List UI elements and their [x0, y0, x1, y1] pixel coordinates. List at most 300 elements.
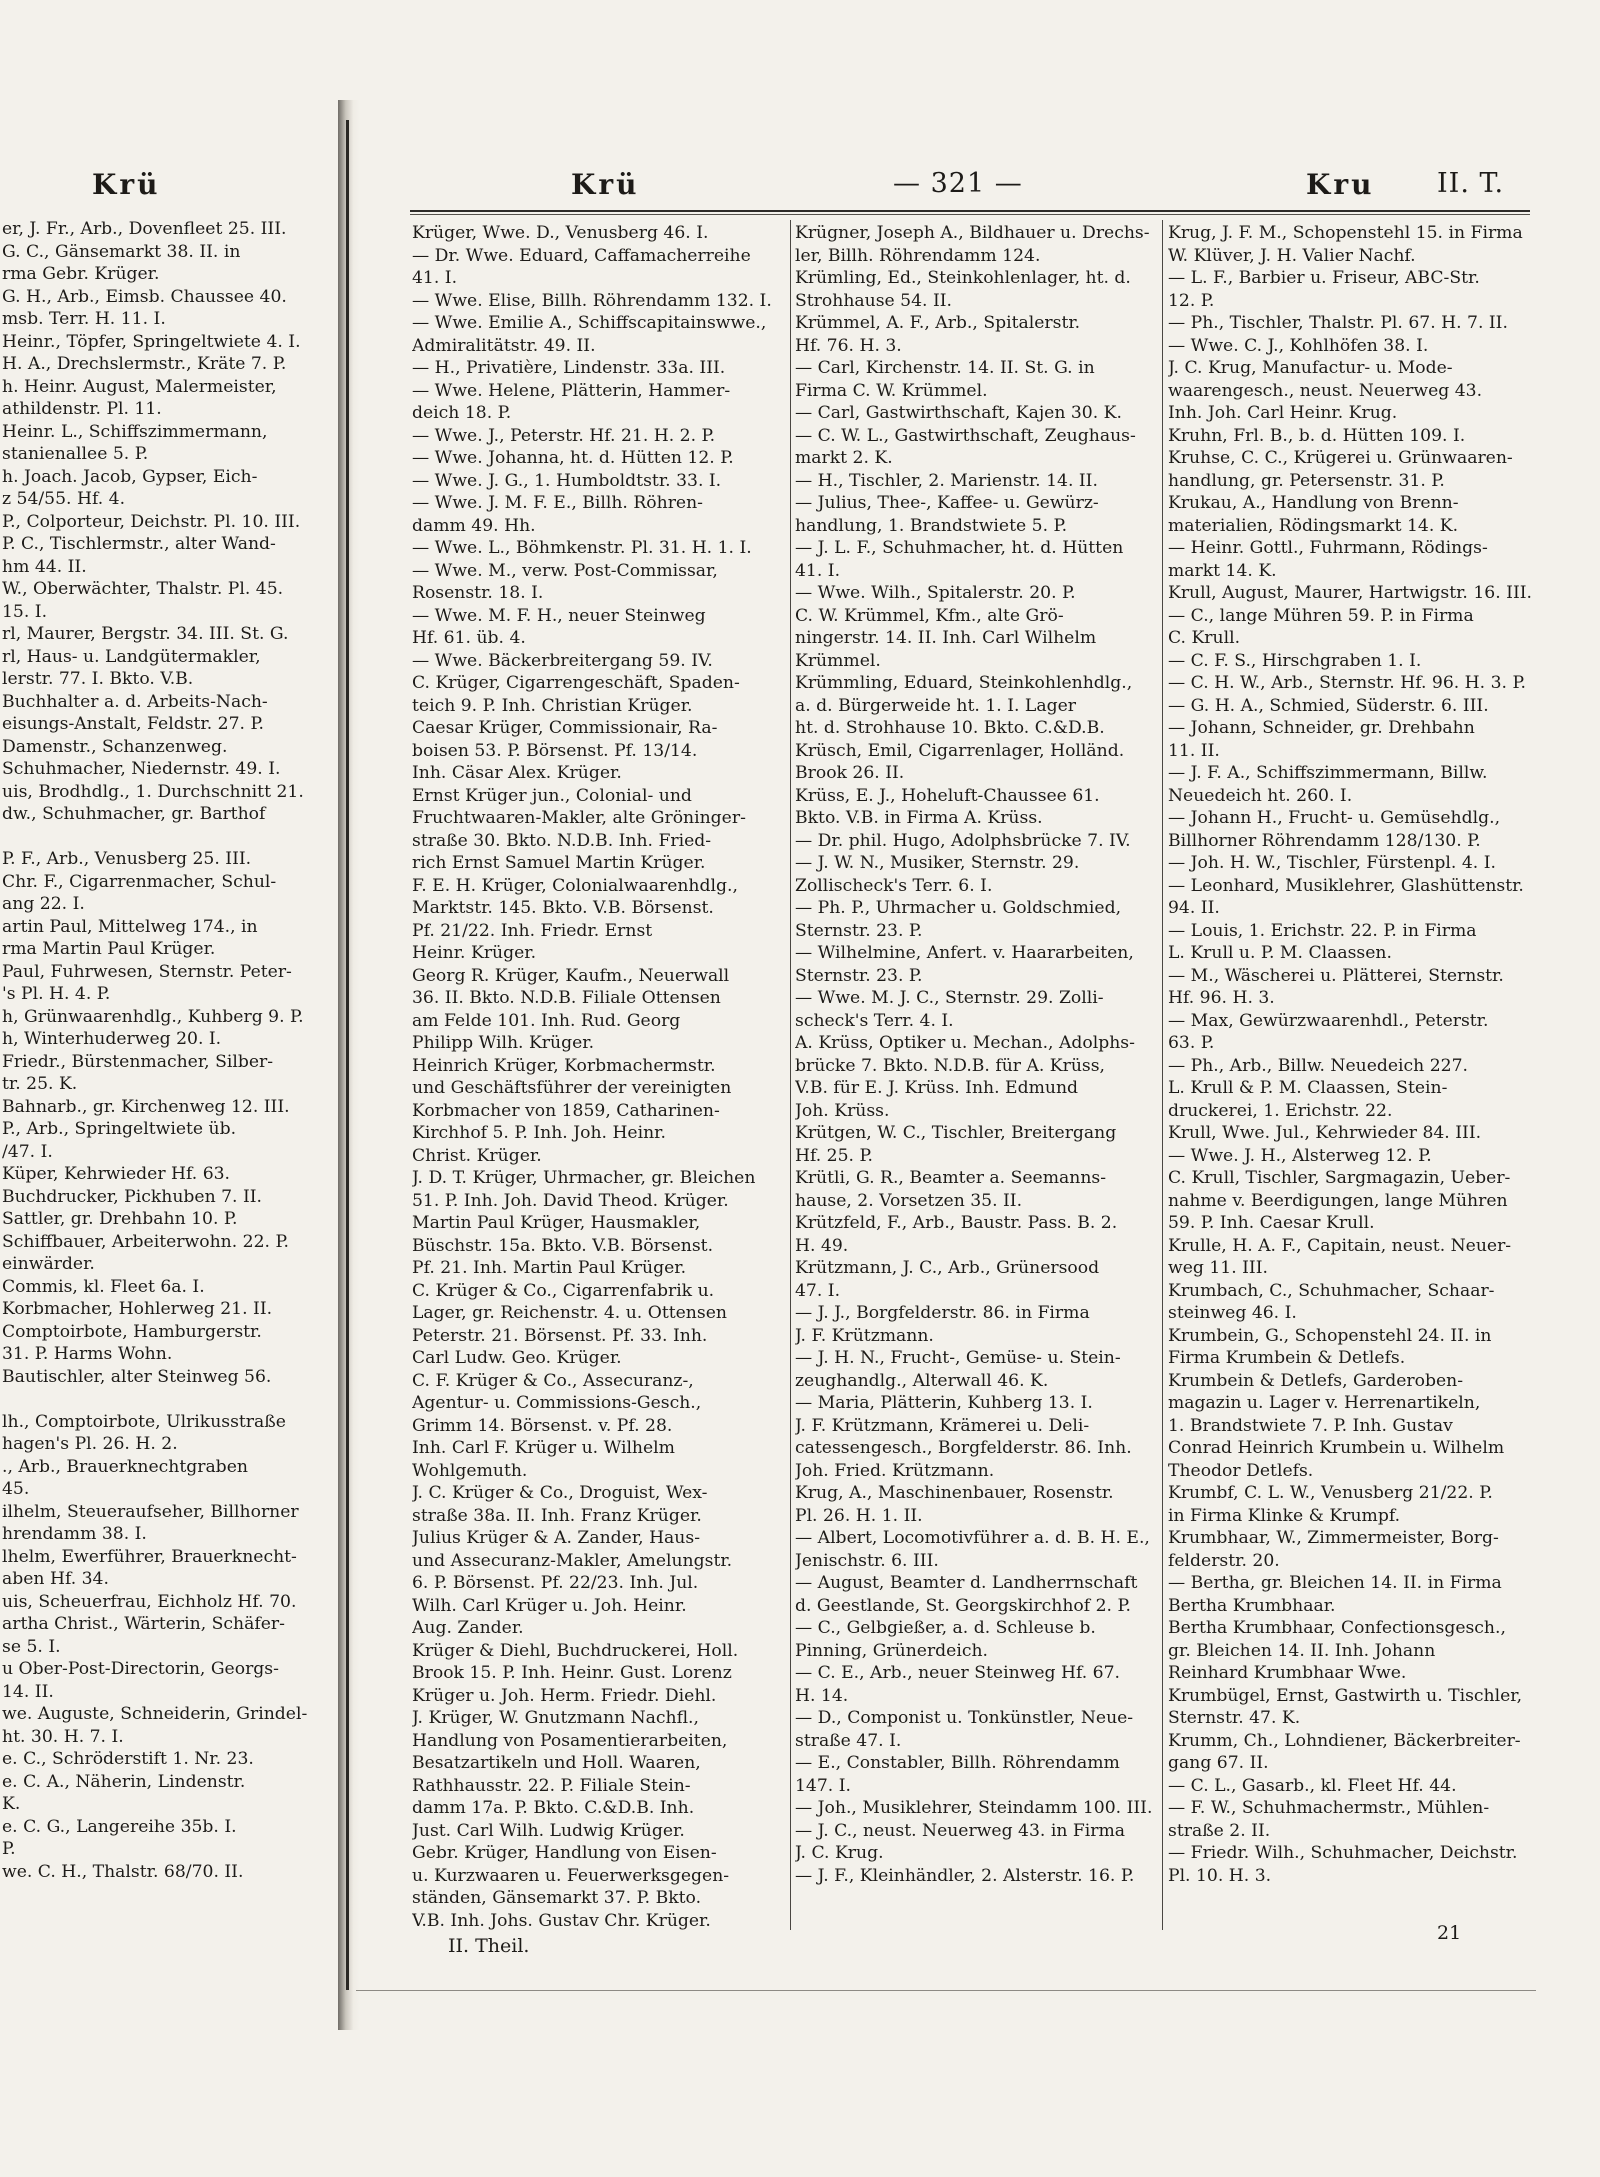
entry-line: Rosenstr. 18. I. — [412, 583, 544, 603]
gutter-edge — [346, 120, 349, 1990]
entry-line: /47. I. — [2, 1141, 53, 1162]
entry-line: Jenischstr. 6. III. — [795, 1550, 939, 1571]
entry-line: rl, Maurer, Bergstr. 34. III. St. G. — [2, 624, 289, 644]
entry-line: Krümmel, A. F., Arb., Spitalerstr. — [795, 313, 1081, 333]
entry-line: msb. Terr. H. 11. I. — [2, 309, 166, 329]
entry-line: Billhorner Röhrendamm 128/130. P. — [1168, 830, 1481, 851]
entry-line: Büschstr. 15a. Bkto. V.B. Börsenst. — [412, 1235, 714, 1256]
entry-line: W. Klüver, J. H. Valier Nachf. — [1168, 245, 1416, 266]
entry-line: — C. E., Arb., neuer Steinweg Hf. 67. — [795, 1663, 1121, 1683]
entry-line: — E., Constabler, Billh. Röhrendamm — [795, 1753, 1120, 1773]
entry-line: C. W. Krümmel, Kfm., alte Grö- — [795, 605, 1064, 626]
entry-line: P., Arb., Springeltwiete üb. — [2, 1119, 237, 1139]
entry-line: Marktstr. 145. Bkto. V.B. Börsenst. — [412, 898, 714, 918]
entry-line: stanienallee 5. P. — [2, 444, 149, 464]
entry-line: zeughandlg., Alterwall 46. K. — [795, 1370, 1049, 1391]
entry-line: uis, Scheuerfrau, Eichholz Hf. 70. — [2, 1591, 297, 1612]
entry-line: markt 2. K. — [795, 448, 893, 468]
entry-line: Peterstr. 21. Börsenst. Pf. 33. Inh. — [412, 1325, 708, 1346]
entry-line: — Wwe. Elise, Billh. Röhrendamm 132. I. — [412, 290, 772, 311]
directory-column-1 — [412, 222, 790, 1932]
entry-line: damm 17a. P. Bkto. C.&D.B. Inh. — [412, 1798, 695, 1818]
entry-line: — Wwe. C. J., Kohlhöfen 38. I. — [1168, 335, 1429, 356]
entry-line: Comptoirbote, Hamburgerstr. — [2, 1321, 262, 1342]
entry-line: markt 14. K. — [1168, 560, 1277, 581]
entry-line: L. Krull u. P. M. Claassen. — [1168, 943, 1392, 963]
entry-line: ht. d. Strohhause 10. Bkto. C.&D.B. — [795, 718, 1105, 738]
left-facing-page — [0, 118, 338, 1983]
entry-line: deich 18. P. — [412, 403, 512, 423]
entry-line: — Dr. phil. Hugo, Adolphsbrücke 7. IV. — [795, 830, 1131, 851]
entry-line: A. Krüss, Optiker u. Mechan., Adolphs- — [795, 1033, 1135, 1053]
entry-line: — Wwe. M., verw. Post-Commissar, — [412, 560, 718, 581]
entry-line: — Louis, 1. Erichstr. 22. P. in Firma — [1168, 920, 1477, 941]
entry-line: Agentur- u. Commissions-Gesch., — [412, 1393, 702, 1413]
entry-line: H. 14. — [795, 1685, 849, 1706]
entry-line: Friedr., Bürstenmacher, Silber- — [2, 1051, 274, 1072]
entry-line: — Wwe. Johanna, ht. d. Hütten 12. P. — [412, 448, 734, 468]
entry-line: Theodor Detlefs. — [1168, 1460, 1314, 1481]
entry-line: Buchdrucker, Pickhuben 7. II. — [2, 1186, 263, 1207]
entry-line: Pinning, Grünerdeich. — [795, 1640, 988, 1661]
entry-line: J. F. Krützmann. — [795, 1325, 934, 1346]
entry-line: Krumbein & Detlefs, Garderoben- — [1168, 1370, 1464, 1391]
entry-line: J. F. Krützmann, Krämerei u. Deli- — [795, 1415, 1090, 1436]
entry-line: — C. F. S., Hirschgraben 1. I. — [1168, 650, 1422, 671]
entry-line: und Geschäftsführer der vereinigten — [412, 1078, 732, 1098]
entry-line: hrendamm 38. I. — [2, 1524, 147, 1544]
entry-line: J. D. T. Krüger, Uhrmacher, gr. Bleichen — [412, 1168, 756, 1188]
entry-line: einwärder. — [2, 1254, 95, 1274]
entry-line: lh., Comptoirbote, Ulrikusstraße — [2, 1411, 286, 1432]
left-page-header: Krü — [92, 168, 161, 201]
entry-line: Brook 15. P. Inh. Heinr. Gust. Lorenz — [412, 1663, 732, 1683]
entry-line: Bahnarb., gr. Kirchenweg 12. III. — [2, 1096, 290, 1117]
entry-line: — Joh. H. W., Tischler, Fürstenpl. 4. I. — [1168, 853, 1496, 873]
entry-line: 's Pl. H. 4. P. — [2, 984, 111, 1004]
entry-line: — Wwe. M. F. H., neuer Steinweg — [412, 605, 706, 626]
entry-line: Sternstr. 23. P. — [795, 965, 923, 986]
entry-line: ., Arb., Brauerknechtgraben — [2, 1456, 248, 1477]
entry-line: Kruhse, C. C., Krügerei u. Grünwaaren- — [1168, 448, 1513, 468]
entry-line: — Wwe. Bäckerbreitergang 59. IV. — [412, 650, 713, 671]
entry-line: Bertha Krumbhaar. — [1168, 1595, 1336, 1616]
entry-line: — Carl, Kirchenstr. 14. II. St. G. in — [795, 358, 1095, 378]
entry-line: ang 22. I. — [2, 894, 85, 914]
entry-line: catessengesch., Borgfelderstr. 86. Inh. — [795, 1438, 1132, 1458]
entry-line: Inh. Carl F. Krüger u. Wilhelm — [412, 1438, 675, 1458]
entry-line: Aug. Zander. — [412, 1618, 524, 1638]
entry-line: Joh. Fried. Krützmann. — [795, 1460, 995, 1481]
entry-line: F. E. H. Krüger, Colonialwaarenhdlg., — [412, 875, 738, 896]
entry-line: brücke 7. Bkto. N.D.B. für A. Krüss, — [795, 1055, 1106, 1076]
entry-line: e. C. A., Näherin, Lindenstr. — [2, 1771, 246, 1792]
entry-line: Joh. Krüss. — [795, 1100, 890, 1121]
entry-line: J. C. Krug, Manufactur- u. Mode- — [1168, 358, 1453, 378]
entry-line: Krug, A., Maschinenbauer, Rosenstr. — [795, 1483, 1114, 1503]
entry-line: Hf. 25. P. — [795, 1145, 874, 1166]
entry-line: — Wwe. J., Peterstr. Hf. 21. H. 2. P. — [412, 425, 716, 446]
entry-line: Besatzartikeln und Holl. Waaren, — [412, 1753, 701, 1773]
entry-line: handlung, 1. Brandstwiete 5. P. — [795, 515, 1068, 536]
entry-line: eisungs-Anstalt, Feldstr. 27. P. — [2, 714, 265, 734]
entry-line: Ernst Krüger jun., Colonial- und — [412, 785, 692, 806]
entry-line: — Ph. P., Uhrmacher u. Goldschmied, — [795, 898, 1122, 918]
entry-line: 147. I. — [795, 1775, 851, 1796]
entry-line: Bertha Krumbhaar, Confectionsgesch., — [1168, 1618, 1506, 1638]
entry-line: gang 67. II. — [1168, 1753, 1269, 1773]
entry-line: 63. P. — [1168, 1033, 1215, 1053]
entry-line: — Joh., Musiklehrer, Steindamm 100. III. — [795, 1798, 1153, 1818]
running-head-left: Krü — [571, 168, 640, 201]
entry-line: 11. II. — [1168, 740, 1220, 761]
entry-line: — J. C., neust. Neuerweg 43. in Firma — [795, 1820, 1126, 1841]
entry-line: Strohhause 54. II. — [795, 290, 952, 311]
entry-line: — J. J., Borgfelderstr. 86. in Firma — [795, 1303, 1090, 1323]
entry-line: Krumbein, G., Schopenstehl 24. II. in — [1168, 1325, 1492, 1346]
entry-line: — Julius, Thee-, Kaffee- u. Gewürz- — [795, 493, 1099, 513]
entry-line: — Heinr. Gottl., Fuhrmann, Rödings- — [1168, 538, 1488, 558]
entry-line: — Wwe. J. M. F. E., Billh. Röhren- — [412, 493, 703, 513]
entry-line: 47. I. — [795, 1280, 841, 1301]
entry-line: Caesar Krüger, Commissionair, Ra- — [412, 718, 718, 738]
entry-line: — C. W. L., Gastwirthschaft, Zeughaus- — [795, 425, 1136, 446]
column-divider-2 — [1162, 220, 1163, 1930]
entry-line: V.B. Inh. Johs. Gustav Chr. Krüger. — [412, 1910, 711, 1931]
entry-line: rich Ernst Samuel Martin Krüger. — [412, 853, 706, 873]
entry-line: artha Christ., Wärterin, Schäfer- — [2, 1614, 285, 1634]
entry-line: — Albert, Locomotivführer a. d. B. H. E., — [795, 1528, 1150, 1548]
entry-line: Heinr. L., Schiffszimmermann, — [2, 421, 268, 442]
entry-line: Krützfeld, F., Arb., Baustr. Pass. B. 2. — [795, 1213, 1118, 1233]
entry-line: Martin Paul Krüger, Hausmakler, — [412, 1213, 701, 1233]
entry-line: J. C. Krug. — [795, 1843, 884, 1863]
entry-line: Wilh. Carl Krüger u. Joh. Heinr. — [412, 1595, 687, 1616]
entry-line: 15. I. — [2, 601, 48, 622]
entry-line: — M., Wäscherei u. Plätterei, Sternstr. — [1168, 965, 1504, 986]
entry-line: W., Oberwächter, Thalstr. Pl. 45. — [2, 579, 284, 599]
entry-line: Bkto. V.B. in Firma A. Krüss. — [795, 808, 1043, 828]
entry-line: — Wwe. M. J. C., Sternstr. 29. Zolli- — [795, 988, 1104, 1008]
directory-column-3 — [1168, 222, 1540, 1887]
entry-line: Krüger u. Joh. Herm. Friedr. Diehl. — [412, 1685, 717, 1706]
entry-line: straße 30. Bkto. N.D.B. Inh. Fried- — [412, 830, 712, 851]
entry-line: Damenstr., Schanzenweg. — [2, 736, 228, 757]
entry-line: Julius Krüger & A. Zander, Haus- — [412, 1528, 701, 1548]
entry-line: Chr. F., Cigarrenmacher, Schul- — [2, 871, 277, 892]
entry-line: 1. Brandstwiete 7. P. Inh. Gustav — [1168, 1415, 1453, 1436]
entry-line: h, Grünwaarenhdlg., Kuhberg 9. P. — [2, 1006, 304, 1027]
entry-line: ningerstr. 14. II. Inh. Carl Wilhelm — [795, 628, 1097, 648]
entry-line: 94. II. — [1168, 898, 1220, 918]
entry-line: Neuedeich ht. 260. I. — [1168, 785, 1353, 806]
entry-line: C. Krull, Tischler, Sargmagazin, Ueber- — [1168, 1168, 1511, 1188]
entry-line: d. Geestlande, St. Georgskirchhof 2. P. — [795, 1595, 1132, 1616]
entry-line: — Wwe. Emilie A., Schiffscapitainswwe., — [412, 313, 767, 333]
entry-line: Krumbügel, Ernst, Gastwirth u. Tischler, — [1168, 1685, 1523, 1706]
entry-line: P. C., Tischlermstr., alter Wand- — [2, 534, 276, 554]
entry-line: ler, Billh. Röhrendamm 124. — [795, 245, 1041, 266]
entry-line: — Ph., Arb., Billw. Neuedeich 227. — [1168, 1055, 1468, 1076]
part-marker: II. T. — [1437, 168, 1505, 199]
entry-line: teich 9. P. Inh. Christian Krüger. — [412, 695, 693, 716]
entry-line: P. F., Arb., Venusberg 25. III. — [2, 849, 252, 869]
entry-line: lhelm, Ewerführer, Brauerknecht- — [2, 1546, 297, 1567]
entry-line: Georg R. Krüger, Kaufm., Neuerwall — [412, 965, 730, 986]
entry-line: Küper, Kehrwieder Hf. 63. — [2, 1164, 231, 1184]
entry-line: dw., Schuhmacher, gr. Barthof — [2, 804, 266, 824]
entry-line: rl, Haus- u. Landgütermakler, — [2, 646, 261, 667]
entry-line: handlung, gr. Petersenstr. 31. P. — [1168, 470, 1445, 491]
entry-line: Heinr., Töpfer, Springeltwiete 4. I. — [2, 331, 301, 352]
entry-line: Kruhn, Frl. B., b. d. Hütten 109. I. — [1168, 425, 1466, 446]
entry-line: magazin u. Lager v. Herrenartikeln, — [1168, 1393, 1481, 1413]
entry-line: — C. L., Gasarb., kl. Fleet Hf. 44. — [1168, 1775, 1457, 1796]
entry-line: z 54/55. Hf. 4. — [2, 489, 126, 509]
entry-line: ilhelm, Steueraufseher, Billhorner — [2, 1501, 299, 1522]
entry-line: Gebr. Krüger, Handlung von Eisen- — [412, 1843, 717, 1863]
entry-line: — Johann H., Frucht- u. Gemüsehdlg., — [1168, 808, 1501, 828]
entry-line: u Ober-Post-Directorin, Georgs- — [2, 1659, 279, 1679]
entry-line: Lager, gr. Reichenstr. 4. u. Ottensen — [412, 1303, 727, 1323]
entry-line: Krukau, A., Handlung von Brenn- — [1168, 493, 1459, 513]
entry-line: Commis, kl. Fleet 6a. I. — [2, 1276, 205, 1297]
entry-line: Krümmling, Eduard, Steinkohlenhdlg., — [795, 673, 1133, 693]
entry-line: — J. F., Kleinhändler, 2. Alsterstr. 16. P. — [795, 1865, 1135, 1886]
entry-line: H. 49. — [795, 1235, 849, 1256]
entry-line: — Dr. Wwe. Eduard, Caffamacherreihe — [412, 245, 751, 266]
entry-line: Krulle, H. A. F., Capitain, neust. Neuer- — [1168, 1235, 1512, 1256]
page-number: — 321 — — [893, 168, 1023, 199]
entry-line: Krütli, G. R., Beamter a. Seemanns- — [795, 1168, 1107, 1188]
footer-part: II. Theil. — [448, 1935, 530, 1957]
entry-line — [2, 826, 336, 849]
entry-line: Schuhmacher, Niedernstr. 49. I. — [2, 759, 281, 779]
entry-line: Pl. 10. H. 3. — [1168, 1865, 1272, 1886]
entry-line: Krümmel. — [795, 650, 881, 671]
entry-line: uis, Brodhdlg., 1. Durchschnitt 21. — [2, 781, 304, 802]
entry-line: Zollischeck's Terr. 6. I. — [795, 875, 993, 896]
entry-line: Heinrich Krüger, Korbmachermstr. — [412, 1055, 716, 1076]
entry-line: — L. F., Barbier u. Friseur, ABC-Str. — [1168, 268, 1480, 288]
entry-line: — J. H. N., Frucht-, Gemüse- u. Stein- — [795, 1348, 1121, 1368]
entry-line: Handlung von Posamentierarbeiten, — [412, 1730, 728, 1751]
entry-line: Krützmann, J. C., Arb., Grünersood — [795, 1258, 1100, 1278]
entry-line: Hf. 96. H. 3. — [1168, 988, 1275, 1008]
entry-line: Pl. 26. H. 1. II. — [795, 1505, 923, 1526]
entry-line: Krütgen, W. C., Tischler, Breitergang — [795, 1123, 1117, 1143]
entry-line: boisen 53. P. Börsenst. Pf. 13/14. — [412, 740, 698, 761]
entry-line: — Johann, Schneider, gr. Drehbahn — [1168, 718, 1475, 738]
entry-line: H. A., Drechslermstr., Kräte 7. P. — [2, 354, 287, 374]
entry-line: — C., Gelbgießer, a. d. Schleuse b. — [795, 1618, 1096, 1638]
entry-line: Krumbach, C., Schuhmacher, Schaar- — [1168, 1280, 1495, 1301]
entry-line: Carl Ludw. Geo. Krüger. — [412, 1348, 622, 1368]
printer-signature: 21 — [1437, 1922, 1462, 1944]
entry-line: Just. Carl Wilh. Ludwig Krüger. — [412, 1820, 685, 1841]
entry-line: hagen's Pl. 26. H. 2. — [2, 1434, 178, 1454]
entry-line: u. Kurzwaaren u. Feuerwerksgegen- — [412, 1865, 730, 1886]
entry-line: nahme v. Beerdigungen, lange Mühren — [1168, 1190, 1508, 1211]
entry-line: Reinhard Krumbhaar Wwe. — [1168, 1663, 1407, 1683]
entry-line: — Friedr. Wilh., Schuhmacher, Deichstr. — [1168, 1843, 1518, 1863]
header-rule-thin — [410, 214, 1530, 215]
entry-line: — H., Privatière, Lindenstr. 33a. III. — [412, 358, 726, 378]
entry-line: Korbmacher, Hohlerweg 21. II. — [2, 1299, 273, 1319]
entry-line: aben Hf. 34. — [2, 1569, 109, 1589]
entry-line: Krüger & Diehl, Buchdruckerei, Holl. — [412, 1640, 739, 1661]
entry-line: — J. F. A., Schiffszimmermann, Billw. — [1168, 763, 1488, 783]
entry-line: C. F. Krüger & Co., Assecuranz-, — [412, 1370, 694, 1391]
entry-line: 6. P. Börsenst. Pf. 22/23. Inh. Jul. — [412, 1573, 699, 1593]
entry-line: Krüsch, Emil, Cigarrenlager, Holländ. — [795, 740, 1125, 761]
entry-line: — F. W., Schuhmachermstr., Mühlen- — [1168, 1798, 1490, 1818]
entry-line: — Maria, Plätterin, Kuhberg 13. I. — [795, 1393, 1093, 1413]
entry-line: 59. P. Inh. Caesar Krull. — [1168, 1213, 1375, 1233]
entry-line: Krull, August, Maurer, Hartwigstr. 16. III. — [1168, 583, 1532, 603]
entry-line: h, Winterhuderweg 20. I. — [2, 1029, 222, 1049]
entry-line: straße 47. I. — [795, 1730, 902, 1751]
entry-line — [2, 1388, 336, 1411]
entry-line: felderstr. 20. — [1168, 1550, 1280, 1571]
entry-line: rma Martin Paul Krüger. — [2, 939, 216, 959]
entry-line: Krügner, Joseph A., Bildhauer u. Drechs- — [795, 223, 1150, 243]
entry-line: Inh. Cäsar Alex. Krüger. — [412, 763, 622, 783]
entry-line: V.B. für E. J. Krüss. Inh. Edmund — [795, 1078, 1079, 1098]
entry-line: Hf. 61. üb. 4. — [412, 628, 526, 648]
entry-line: — Wwe. J. G., 1. Humboldtstr. 33. I. — [412, 470, 722, 491]
entry-line: h. Joach. Jacob, Gypser, Eich- — [2, 466, 258, 487]
entry-line: Schiffbauer, Arbeiterwohn. 22. P. — [2, 1231, 289, 1252]
entry-line: — J. L. F., Schuhmacher, ht. d. Hütten — [795, 538, 1124, 558]
page-bottom-edge — [356, 1990, 1536, 1991]
entry-line: — Wwe. L., Böhmkenstr. Pl. 31. H. 1. I. — [412, 538, 752, 558]
entry-line: C. Krüger, Cigarrengeschäft, Spaden- — [412, 673, 740, 693]
entry-line: damm 49. Hh. — [412, 515, 536, 536]
entry-line: G. C., Gänsemarkt 38. II. in — [2, 241, 241, 262]
entry-line: Sternstr. 47. K. — [1168, 1708, 1301, 1728]
column-divider-1 — [790, 220, 791, 1930]
entry-line: Krumm, Ch., Lohndiener, Bäckerbreiter- — [1168, 1730, 1521, 1751]
entry-line: J. Krüger, W. Gnutzmann Nachfl., — [412, 1708, 699, 1728]
entry-line: Sattler, gr. Drehbahn 10. P. — [2, 1209, 238, 1229]
entry-line: — Carl, Gastwirthschaft, Kajen 30. K. — [795, 403, 1122, 423]
entry-line: hm 44. II. — [2, 556, 87, 577]
entry-line: Sternstr. 23. P. — [795, 920, 923, 941]
entry-line: — J. W. N., Musiker, Sternstr. 29. — [795, 853, 1080, 873]
entry-line: Inh. Joh. Carl Heinr. Krug. — [1168, 403, 1398, 423]
entry-line: se 5. I. — [2, 1636, 61, 1657]
entry-line: in Firma Klinke & Krumpf. — [1168, 1505, 1401, 1526]
entry-line: rma Gebr. Krüger. — [2, 264, 160, 284]
entry-line: waarengesch., neust. Neuerweg 43. — [1168, 380, 1483, 401]
entry-line: Krümling, Ed., Steinkohlenlager, ht. d. — [795, 268, 1131, 288]
entry-line: Fruchtwaaren-Makler, alte Gröninger- — [412, 808, 746, 828]
entry-line: — Bertha, gr. Bleichen 14. II. in Firma — [1168, 1573, 1502, 1593]
entry-line: hause, 2. Vorsetzen 35. II. — [795, 1190, 1023, 1211]
entry-line: we. Auguste, Schneiderin, Grindel- — [2, 1704, 308, 1724]
entry-line: Conrad Heinrich Krumbein u. Wilhelm — [1168, 1438, 1505, 1458]
entry-line: tr. 25. K. — [2, 1074, 78, 1094]
entry-line: — August, Beamter d. Landherrnschaft — [795, 1573, 1138, 1593]
entry-line: am Felde 101. Inh. Rud. Georg — [412, 1010, 681, 1031]
entry-line: a. d. Bürgerweide ht. 1. I. Lager — [795, 695, 1076, 716]
entry-line: Heinr. Krüger. — [412, 943, 537, 963]
entry-line: artin Paul, Mittelweg 174., in — [2, 916, 258, 937]
entry-line: Krug, J. F. M., Schopenstehl 15. in Firma — [1168, 223, 1523, 243]
book-gutter — [338, 100, 360, 2030]
entry-line: Grimm 14. Börsenst. v. Pf. 28. — [412, 1415, 673, 1436]
entry-line: athildenstr. Pl. 11. — [2, 399, 162, 419]
running-head-right: Kru — [1306, 168, 1375, 201]
entry-line: — Leonhard, Musiklehrer, Glashüttenstr. — [1168, 875, 1524, 896]
entry-line: Firma C. W. Krümmel. — [795, 380, 988, 401]
entry-line: Firma Krumbein & Detlefs. — [1168, 1348, 1406, 1368]
entry-line: Brook 26. II. — [795, 763, 905, 783]
entry-line: druckerei, 1. Erichstr. 22. — [1168, 1100, 1393, 1121]
entry-line: 36. II. Bkto. N.D.B. Filiale Ottensen — [412, 988, 721, 1008]
entry-line: materialien, Rödingsmarkt 14. K. — [1168, 515, 1459, 536]
entry-line: Christ. Krüger. — [412, 1145, 542, 1166]
entry-line: Paul, Fuhrwesen, Sternstr. Peter- — [2, 961, 292, 982]
entry-line: ständen, Gänsemarkt 37. P. Bkto. — [412, 1888, 702, 1908]
entry-line: — Wilhelmine, Anfert. v. Haararbeiten, — [795, 943, 1134, 963]
entry-line: 12. P. — [1168, 290, 1215, 311]
entry-line: Krumbf, C. L. W., Venusberg 21/22. P. — [1168, 1483, 1493, 1503]
entry-line: — Wwe. Wilh., Spitalerstr. 20. P. — [795, 583, 1076, 603]
entry-line: C. Krüger & Co., Cigarrenfabrik u. — [412, 1280, 715, 1301]
entry-line: Admiralitätstr. 49. II. — [412, 335, 596, 356]
entry-line: 41. I. — [795, 560, 841, 581]
entry-line: Wohlgemuth. — [412, 1460, 528, 1481]
entry-line: Krumbhaar, W., Zimmermeister, Borg- — [1168, 1528, 1499, 1548]
entry-line: 14. II. — [2, 1681, 54, 1702]
entry-line: lerstr. 77. I. Bkto. V.B. — [2, 669, 194, 689]
entry-line: Krüss, E. J., Hoheluft-Chaussee 61. — [795, 785, 1100, 806]
entry-line: P. — [2, 1839, 16, 1859]
entry-line: steinweg 46. I. — [1168, 1303, 1297, 1323]
entry-line: we. C. H., Thalstr. 68/70. II. — [2, 1861, 244, 1882]
entry-line: er, J. Fr., Arb., Dovenfleet 25. III. — [2, 219, 287, 239]
entry-line: G. H., Arb., Eimsb. Chaussee 40. — [2, 286, 287, 307]
entry-line: Pf. 21. Inh. Martin Paul Krüger. — [412, 1258, 687, 1278]
entry-line: Bautischler, alter Steinweg 56. — [2, 1366, 272, 1387]
entry-line: K. — [2, 1794, 21, 1814]
entry-line: — G. H. A., Schmied, Süderstr. 6. III. — [1168, 695, 1489, 716]
entry-line: h. Heinr. August, Malermeister, — [2, 376, 277, 397]
entry-line: — Wwe. Helene, Plätterin, Hammer- — [412, 380, 731, 401]
entry-line: ht. 30. H. 7. I. — [2, 1726, 124, 1747]
entry-line: 51. P. Inh. Joh. David Theod. Krüger. — [412, 1190, 729, 1211]
entry-line: Krüger, Wwe. D., Venusberg 46. I. — [412, 223, 709, 243]
entry-line: 41. I. — [412, 268, 458, 288]
entry-line: L. Krull & P. M. Claassen, Stein- — [1168, 1078, 1448, 1098]
entry-line: — Ph., Tischler, Thalstr. Pl. 67. H. 7. II. — [1168, 313, 1508, 333]
entry-line: weg 11. III. — [1168, 1258, 1268, 1278]
entry-line: Krull, Wwe. Jul., Kehrwieder 84. III. — [1168, 1123, 1482, 1143]
entry-line: gr. Bleichen 14. II. Inh. Johann — [1168, 1640, 1436, 1661]
entry-line: straße 38a. II. Inh. Franz Krüger. — [412, 1505, 702, 1526]
entry-line: e. C., Schröderstift 1. Nr. 23. — [2, 1749, 254, 1769]
entry-line: Kirchhof 5. P. Inh. Joh. Heinr. — [412, 1123, 666, 1143]
entry-line: — D., Componist u. Tonkünstler, Neue- — [795, 1708, 1134, 1728]
entry-line: Korbmacher von 1859, Catharinen- — [412, 1100, 720, 1121]
entry-line: — C. H. W., Arb., Sternstr. Hf. 96. H. 3. P. — [1168, 673, 1527, 693]
entry-line: e. C. G., Langereihe 35b. I. — [2, 1816, 237, 1837]
entry-line: 45. — [2, 1479, 30, 1499]
entry-line: straße 2. II. — [1168, 1820, 1271, 1841]
entry-line: J. C. Krüger & Co., Droguist, Wex- — [412, 1483, 708, 1503]
